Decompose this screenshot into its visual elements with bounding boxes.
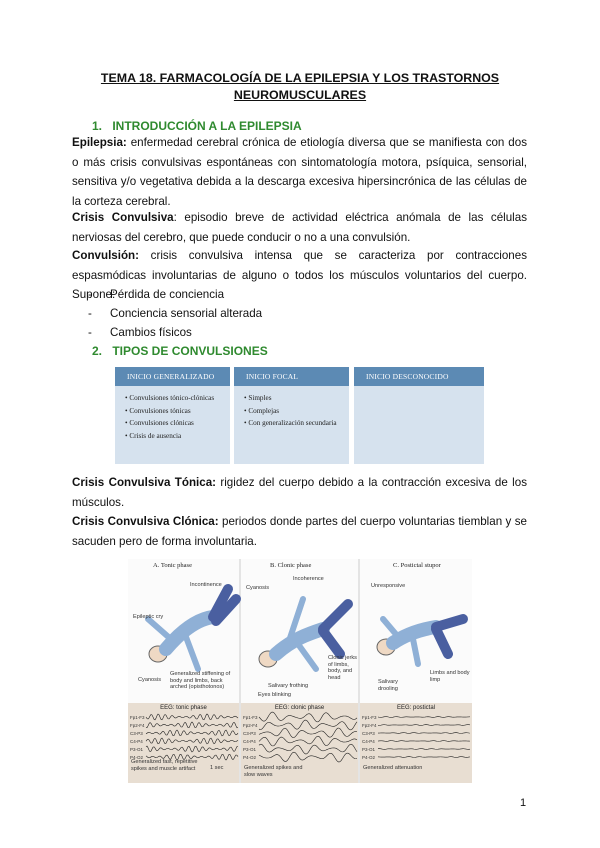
list-item: • Convulsiones tónico-clónicas bbox=[125, 392, 230, 405]
list-item: • Convulsiones tónicas bbox=[125, 405, 230, 418]
page-title bbox=[72, 70, 528, 104]
list-item: - Cambios físicos bbox=[88, 323, 262, 342]
annotation: Generalized stiffening of body and limbs, back arched (opisthotonos) bbox=[170, 671, 231, 690]
section-label: TIPOS DE CONVULSIONES bbox=[112, 344, 268, 358]
paragraph-crisis bbox=[72, 208, 527, 247]
text-crisis: : episodio breve de actividad eléctrica anómala de las células nerviosas del cerebro, que puede conducir o no a una convulsión. bbox=[72, 211, 527, 244]
seizure-phases-figure bbox=[128, 559, 472, 783]
annotation: Epileptic cry bbox=[133, 614, 164, 620]
paragraph-clonica bbox=[72, 512, 527, 551]
eeg-trace bbox=[378, 733, 470, 734]
eeg-trace bbox=[146, 730, 238, 736]
list-item: • Complejas bbox=[244, 405, 349, 418]
panel-label-postictal: C. Postictal stupor bbox=[393, 562, 441, 569]
symptom-list bbox=[88, 285, 262, 342]
text-tonica: rigidez del cuerpo debido a la contracción excesiva de los músculos. bbox=[72, 476, 528, 509]
eeg-caption: Generalized attenuation bbox=[363, 765, 423, 771]
panel-label-tonic: A. Tonic phase bbox=[153, 562, 192, 569]
eeg-lead-label: C4-P4 bbox=[362, 739, 375, 744]
eeg-trace bbox=[259, 752, 357, 762]
list-item: • Con generalización secundaria bbox=[244, 417, 349, 430]
section-heading-2 bbox=[92, 344, 268, 358]
annotation: Cyanosis bbox=[138, 677, 162, 683]
eeg-lead-label: C4-P4 bbox=[243, 739, 256, 744]
term-convulsion: Convulsión: bbox=[72, 249, 139, 262]
annotation: Salivary frothing bbox=[268, 683, 309, 689]
eeg-trace bbox=[378, 741, 470, 742]
title-line-1: TEMA 18. FARMACOLOGÍA DE LA EPILEPSIA Y LOS TRASTORNOS bbox=[100, 71, 500, 85]
eeg-caption: Generalized spikes and slow waves bbox=[244, 765, 303, 778]
eeg-lead-label: Fp2-F4 bbox=[130, 723, 145, 728]
annotation: Unresponsive bbox=[371, 583, 406, 589]
text-epilepsia: enfermedad cerebral crónica de etiología diversa que se manifiesta con dos o más crisis convulsivas espontáneas con sintomatología motora, psíquica, sensorial, sensitiva y/o vegetativa debida a la descarga excesiva hipersincrónica de las células de la corteza cerebral. bbox=[72, 136, 527, 208]
eeg-trace bbox=[146, 746, 238, 752]
onset-header: INICIO DESCONOCIDO bbox=[354, 367, 484, 386]
eeg-lead-label: C3-P3 bbox=[130, 731, 143, 736]
list-item: • Simples bbox=[244, 392, 349, 405]
eeg-trace bbox=[259, 728, 357, 737]
eeg-lead-label: P3-O1 bbox=[362, 747, 376, 752]
panel-label-clonic: B. Clonic phase bbox=[270, 562, 312, 569]
term-clonica: Crisis Convulsiva Clónica: bbox=[72, 515, 219, 528]
eeg-trace bbox=[378, 717, 470, 718]
annotation: Incontinence bbox=[190, 582, 222, 588]
eeg-lead-label: Fp1-F3 bbox=[362, 715, 377, 720]
list-item: - Pérdida de conciencia bbox=[88, 285, 262, 304]
onset-column-generalized bbox=[115, 367, 230, 464]
annotation: Limbs and body limp bbox=[430, 670, 470, 683]
page-number: 1 bbox=[520, 797, 527, 809]
eeg-traces bbox=[128, 559, 472, 783]
eeg-trace bbox=[378, 725, 470, 726]
eeg-lead-label: P4-O2 bbox=[130, 755, 144, 760]
eeg-lead-label: Fp1-F3 bbox=[243, 715, 258, 720]
onset-header: INICIO FOCAL bbox=[234, 367, 349, 386]
paragraph-tonica bbox=[72, 473, 527, 512]
eeg-trace bbox=[259, 720, 357, 730]
list-item: • Crisis de ausencia bbox=[125, 430, 230, 443]
eeg-trace bbox=[378, 749, 470, 750]
text-clonica: periodos donde partes del cuerpo voluntarias tiemblan y se sacuden pero de forma involuntaria. bbox=[72, 515, 527, 548]
eeg-lead-label: C4-P4 bbox=[130, 739, 143, 744]
eeg-header: EEG: postictal bbox=[396, 705, 435, 711]
eeg-trace bbox=[146, 714, 238, 720]
section-number: 1. bbox=[92, 119, 103, 133]
eeg-trace bbox=[259, 736, 357, 746]
section-label: INTRODUCCIÓN A LA EPILEPSIA bbox=[112, 119, 302, 133]
title-line-2: NEUROMUSCULARES bbox=[233, 88, 367, 102]
eeg-trace bbox=[259, 712, 357, 722]
eeg-lead-label: P3-O1 bbox=[243, 747, 257, 752]
list-item: • Convulsiones clónicas bbox=[125, 417, 230, 430]
eeg-lead-label: C3-P3 bbox=[362, 731, 375, 736]
annotation: Cyanosis bbox=[246, 585, 270, 591]
term-crisis: Crisis Convulsiva bbox=[72, 211, 174, 224]
paragraph-epilepsia bbox=[72, 133, 527, 211]
onset-header: INICIO GENERALIZADO bbox=[115, 367, 230, 386]
eeg-scale: 1 sec bbox=[210, 765, 224, 771]
text-convulsion: crisis convulsiva intensa que se caracteriza por contracciones espasmódicas involuntarias de alguno o todos los músculos voluntarios del cuerpo. Supone: bbox=[72, 249, 527, 301]
term-epilepsia: Epilepsia: bbox=[72, 136, 127, 149]
eeg-lead-label: C3-P3 bbox=[243, 731, 256, 736]
eeg-lead-label: Fp2-F4 bbox=[362, 723, 377, 728]
eeg-lead-label: Fp2-F4 bbox=[243, 723, 258, 728]
section-heading-1 bbox=[92, 119, 302, 133]
onset-column-focal bbox=[234, 367, 349, 464]
annotation: Clonic jerks of limbs, body, and head bbox=[328, 655, 357, 681]
eeg-lead-label: Fp1-F3 bbox=[130, 715, 145, 720]
eeg-trace bbox=[146, 722, 238, 728]
eeg-lead-label: P4-O2 bbox=[243, 755, 257, 760]
annotation: Incoherence bbox=[293, 576, 324, 582]
onset-column-unknown bbox=[354, 367, 484, 464]
section-number: 2. bbox=[92, 344, 103, 358]
eeg-trace bbox=[146, 738, 238, 744]
eeg-caption: Generalized fast, repetitive spikes and muscle artifact bbox=[131, 759, 198, 772]
eeg-trace bbox=[378, 757, 470, 758]
term-tonica: Crisis Convulsiva Tónica: bbox=[72, 476, 217, 489]
annotation: Salivary drooling bbox=[378, 679, 398, 692]
list-item: - Conciencia sensorial alterada bbox=[88, 304, 262, 323]
eeg-header: EEG: clonic phase bbox=[274, 705, 325, 711]
eeg-header: EEG: tonic phase bbox=[160, 705, 207, 711]
eeg-lead-label: P3-O1 bbox=[130, 747, 144, 752]
annotation: Eyes blinking bbox=[258, 692, 291, 698]
eeg-lead-label: P4-O2 bbox=[362, 755, 376, 760]
